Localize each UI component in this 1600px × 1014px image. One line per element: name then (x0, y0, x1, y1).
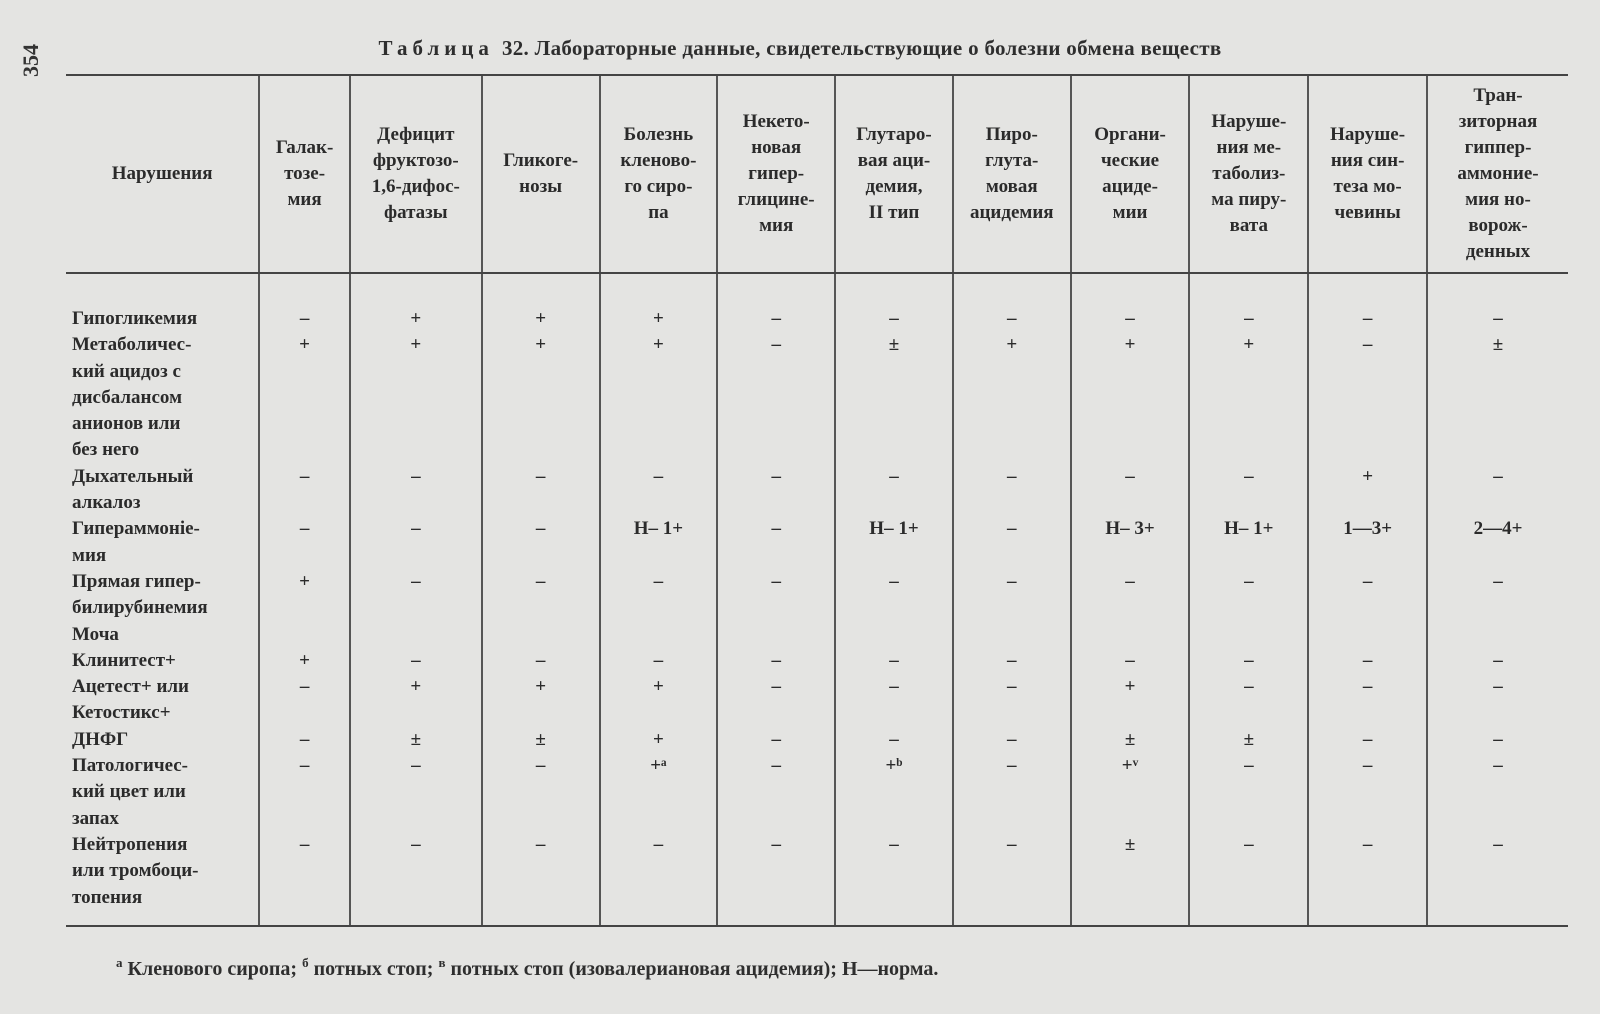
table-cell: +ᵃ (600, 753, 718, 832)
table-cell: + (259, 648, 350, 674)
footnote-text-v: потных стоп (изовалериановая ацидемия); Н—норма. (445, 958, 939, 980)
row-header: Нарушения (66, 75, 259, 273)
table-row (66, 273, 1568, 332)
table-cell: – (482, 464, 600, 517)
table-cell: – (259, 727, 350, 753)
footnote-mark-a: а (116, 955, 123, 970)
table-cell: + (1308, 464, 1427, 517)
table-cell: ± (482, 727, 600, 753)
table-cell: + (259, 569, 350, 622)
table-cell: – (600, 464, 718, 517)
table-cell: – (1071, 464, 1190, 517)
table-row (66, 569, 1568, 622)
table-cell: + (1071, 674, 1190, 727)
table-cell: – (717, 832, 835, 926)
footnote-mark-b: б (302, 955, 309, 970)
table-cell: ± (835, 332, 953, 463)
table-cell: – (717, 727, 835, 753)
table-header-row (66, 75, 1568, 273)
table-cell: + (600, 727, 718, 753)
footnote-text-b: потных стоп; (308, 958, 439, 980)
table-row (66, 727, 1568, 753)
table-cell (600, 622, 718, 648)
table-cell: – (717, 273, 835, 332)
row-label: Нейтропения или тромбоци- топения (66, 832, 259, 926)
table-cell: + (953, 332, 1071, 463)
table-cell: + (600, 273, 718, 332)
table-cell (350, 622, 482, 648)
footnote (116, 955, 939, 981)
table-cell: – (350, 516, 482, 569)
table-cell: – (835, 569, 953, 622)
table-cell: – (600, 648, 718, 674)
table-cell: 2—4+ (1427, 516, 1568, 569)
page-number: 354 (18, 44, 43, 77)
table-cell: – (350, 464, 482, 517)
table-cell: + (600, 332, 718, 463)
table-cell: – (717, 674, 835, 727)
table-cell: – (259, 832, 350, 926)
table-title (0, 36, 1600, 61)
table-cell: Н– 1+ (1189, 516, 1308, 569)
table-cell: – (350, 648, 482, 674)
table-cell: – (953, 832, 1071, 926)
table-cell: – (482, 516, 600, 569)
column-header: Тран- зиторная гиппер- аммоние- мия но- ворож- денных (1427, 75, 1568, 273)
table-cell: – (1427, 464, 1568, 517)
table-cell: – (350, 753, 482, 832)
table-cell: +ᵇ (835, 753, 953, 832)
column-header: Наруше- ния ме- таболиз- ма пиру- вата (1189, 75, 1308, 273)
table-cell: – (1308, 648, 1427, 674)
table-cell: Н– 1+ (835, 516, 953, 569)
row-label: Ацетест+ или Кетостикс+ (72, 676, 189, 724)
table-cell: +ᵛ (1071, 753, 1190, 832)
title-prefix: Таблица (378, 36, 494, 60)
table-cell: – (953, 516, 1071, 569)
table-cell (1308, 622, 1427, 648)
table-cell: – (953, 464, 1071, 517)
table-cell: – (717, 648, 835, 674)
table-cell: – (482, 648, 600, 674)
table-cell: ± (1071, 727, 1190, 753)
row-label: Дыхательный алкалоз (72, 465, 194, 514)
table-cell: – (259, 273, 350, 332)
column-header: Некето- новая гипер- глицине- мия (717, 75, 835, 273)
table-cell: – (1189, 648, 1308, 674)
row-label: Моча (72, 623, 119, 645)
table-cell: – (1071, 273, 1190, 332)
row-label: Гипогликемия (72, 308, 198, 329)
table-cell: – (350, 569, 482, 622)
table-cell: – (1427, 648, 1568, 674)
table-cell: + (600, 674, 718, 727)
table-cell: – (953, 753, 1071, 832)
table-cell: – (1308, 753, 1427, 832)
column-header: Органи- ческие ациде- мии (1071, 75, 1190, 273)
table-cell: + (350, 273, 482, 332)
table-cell: – (1189, 674, 1308, 727)
table-cell: – (835, 674, 953, 727)
table-cell: ± (1071, 832, 1190, 926)
table-cell: – (1189, 569, 1308, 622)
table-cell: 1—3+ (1308, 516, 1427, 569)
table-cell: – (259, 464, 350, 517)
table-cell (953, 622, 1071, 648)
table-cell: – (482, 753, 600, 832)
table-cell: – (717, 464, 835, 517)
table-cell: + (1189, 332, 1308, 463)
table-cell: – (717, 332, 835, 463)
table-cell: – (835, 464, 953, 517)
table-cell: – (1308, 832, 1427, 926)
table-cell: + (482, 273, 600, 332)
table-cell: Н– 3+ (1071, 516, 1190, 569)
table-cell: – (835, 832, 953, 926)
table-cell: – (1308, 674, 1427, 727)
table-cell: ± (1189, 727, 1308, 753)
table-cell: – (835, 273, 953, 332)
table-cell: + (482, 332, 600, 463)
table-cell: – (953, 273, 1071, 332)
table-cell: – (1308, 569, 1427, 622)
table-cell: – (482, 569, 600, 622)
table-cell: – (259, 753, 350, 832)
table-cell: – (482, 832, 600, 926)
table-cell (482, 622, 600, 648)
row-label: Гипераммонie- мия (72, 518, 200, 566)
table-cell: – (1189, 464, 1308, 517)
metabolic-disease-table (66, 74, 1568, 927)
table-cell: – (835, 648, 953, 674)
table-row (66, 516, 1568, 569)
table-cell: – (1427, 569, 1568, 622)
footnote-text-a: Кленового сиропа; (122, 958, 303, 980)
table-row (66, 674, 1568, 727)
table-cell: – (259, 674, 350, 727)
table-cell: Н– 1+ (600, 516, 718, 569)
table-cell: + (350, 332, 482, 463)
table-cell: + (350, 674, 482, 727)
table-cell: – (953, 674, 1071, 727)
row-label: Прямая гипер- билирубинемия (72, 570, 208, 619)
table-cell (1189, 622, 1308, 648)
table-cell: – (1071, 648, 1190, 674)
table-cell: – (259, 516, 350, 569)
table-cell: + (259, 332, 350, 463)
table-cell: ± (350, 727, 482, 753)
table-row (66, 622, 1568, 648)
table-cell (717, 622, 835, 648)
table-row (66, 332, 1568, 463)
table-cell: – (1189, 832, 1308, 926)
title-text: 32. Лабораторные данные, свидетельствующие о болезни обмена веществ (501, 36, 1222, 60)
table-cell: – (1427, 753, 1568, 832)
table-cell: – (1427, 832, 1568, 926)
table-cell: – (953, 648, 1071, 674)
column-header: Гликоге- нозы (482, 75, 600, 273)
table-row (66, 832, 1568, 926)
column-header: Галак- тозе- мия (259, 75, 350, 273)
table-cell: – (1427, 727, 1568, 753)
table-cell: – (835, 727, 953, 753)
table-cell (1427, 622, 1568, 648)
table-cell: + (1071, 332, 1190, 463)
row-label: Клинитест+ (72, 649, 176, 671)
column-header: Пиро- глута- мовая ацидемия (953, 75, 1071, 273)
row-label: Метаболичес- кий ацидоз с дисбалансом анионов или без него (72, 334, 192, 461)
table-cell: – (717, 753, 835, 832)
table-cell: – (1189, 273, 1308, 332)
table-cell: – (1427, 674, 1568, 727)
table-cell: – (350, 832, 482, 926)
table-cell: + (482, 674, 600, 727)
table-cell (259, 622, 350, 648)
table-row (66, 464, 1568, 517)
table-cell: – (1189, 753, 1308, 832)
table-cell: – (1308, 332, 1427, 463)
table-cell: – (600, 832, 718, 926)
table-cell (1071, 622, 1190, 648)
row-label: Патологичес- кий цвет или запах (72, 755, 188, 829)
column-header: Наруше- ния син- теза мо- чевины (1308, 75, 1427, 273)
table-cell: – (953, 569, 1071, 622)
table-cell: – (717, 569, 835, 622)
table-row (66, 753, 1568, 832)
table-cell: – (1308, 273, 1427, 332)
row-label: ДНФГ (72, 728, 129, 750)
table-cell: ± (1427, 332, 1568, 463)
column-header: Глутаро- вая аци- демия, II тип (835, 75, 953, 273)
table-cell: – (1071, 569, 1190, 622)
table-row (66, 648, 1568, 674)
table-cell: – (1308, 727, 1427, 753)
table-cell: – (953, 727, 1071, 753)
column-header: Болезнь кленово- го сиро- па (600, 75, 718, 273)
footnote-mark-v: в (438, 955, 446, 970)
column-header: Дефицит фруктозо- 1,6-дифос- фатазы (350, 75, 482, 273)
table-cell: – (717, 516, 835, 569)
table-cell: – (600, 569, 718, 622)
table-cell: – (1427, 273, 1568, 332)
table-cell (835, 622, 953, 648)
